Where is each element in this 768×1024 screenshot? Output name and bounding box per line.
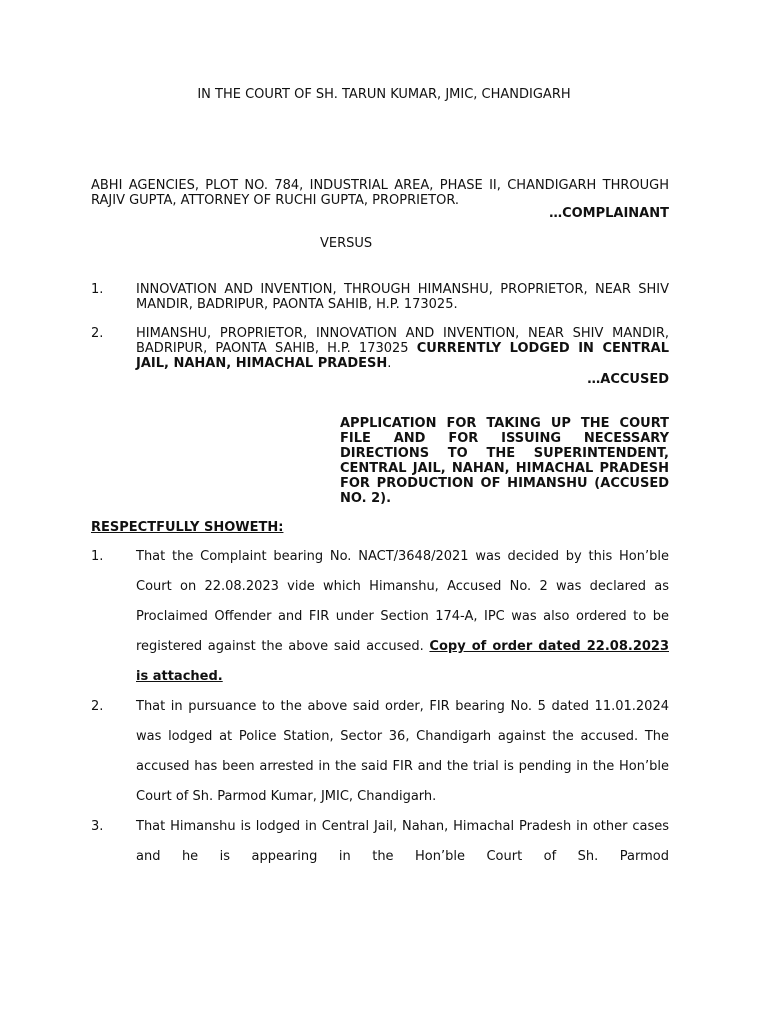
complainant-role: …COMPLAINANT	[549, 206, 669, 221]
versus-label: VERSUS	[320, 236, 373, 251]
para-2-text: That in pursuance to the above said order, FIR bearing No. 5 dated 11.01.2024 was lodged at Police Station, Sector 36, Chandigarh against the accused. The accused has been arrested in the said FIR and the trial is pending in the Hon’ble Court of Sh. Parmod Kumar, JMIC, Chandigarh.	[136, 699, 669, 804]
para-3-text: That Himanshu is lodged in Central Jail, Nahan, Himachal Pradesh in other cases and he is appearing in the Hon’ble Court of Sh. Parmod	[136, 819, 669, 864]
application-title: APPLICATION FOR TAKING UP THE COURT FILE AND FOR ISSUING NECESSARY DIRECTIONS TO THE SUPERINTENDENT, CENTRAL JAIL, NAHAN, HIMACHAL PRADESH FOR PRODUCTION OF HIMANSHU (ACCUSED NO. 2).	[340, 416, 669, 506]
accused-2-number: 2.	[91, 326, 104, 341]
para-3-number: 3.	[91, 819, 104, 834]
para-1-number: 1.	[91, 549, 104, 564]
respectfully-showeth-heading: RESPECTFULLY SHOWETH:	[91, 520, 284, 535]
complainant-details: ABHI AGENCIES, PLOT NO. 784, INDUSTRIAL AREA, PHASE II, CHANDIGARH THROUGH RAJIV GUPTA, ATTORNEY OF RUCHI GUPTA, PROPRIETOR.	[91, 178, 669, 208]
accused-2-text: HIMANSHU, PROPRIETOR, INNOVATION AND INVENTION, NEAR SHIV MANDIR, BADRIPUR, PAONTA SAHIB, H.P. 173025	[136, 326, 669, 356]
accused-role: …ACCUSED	[587, 372, 669, 387]
para-1-text: That the Complaint bearing No. NACT/3648/2021 was decided by this Hon’ble Court on 22.08.2023 vide which Himanshu, Accused No. 2 was declared as Proclaimed Offender and FIR under Section 174-A, IPC was also ordered to be registered against the above said accused.	[136, 549, 669, 654]
accused-1-details: INNOVATION AND INVENTION, THROUGH HIMANSHU, PROPRIETOR, NEAR SHIV MANDIR, BADRIPUR, PAONTA SAHIB, H.P. 173025.	[136, 282, 669, 312]
para-1	[136, 542, 669, 692]
accused-2-end: .	[387, 356, 392, 371]
accused-2-custody-note: CURRENTLY LODGED IN CENTRAL JAIL, NAHAN, HIMACHAL PRADESH	[136, 341, 669, 371]
para-1-attachment-note: Copy of order dated 22.08.2023 is attached.	[136, 639, 669, 684]
court-title: IN THE COURT OF SH. TARUN KUMAR, JMIC, CHANDIGARH	[197, 87, 571, 102]
accused-2-details	[136, 326, 669, 371]
accused-1-number: 1.	[91, 282, 104, 297]
para-2-number: 2.	[91, 699, 104, 714]
